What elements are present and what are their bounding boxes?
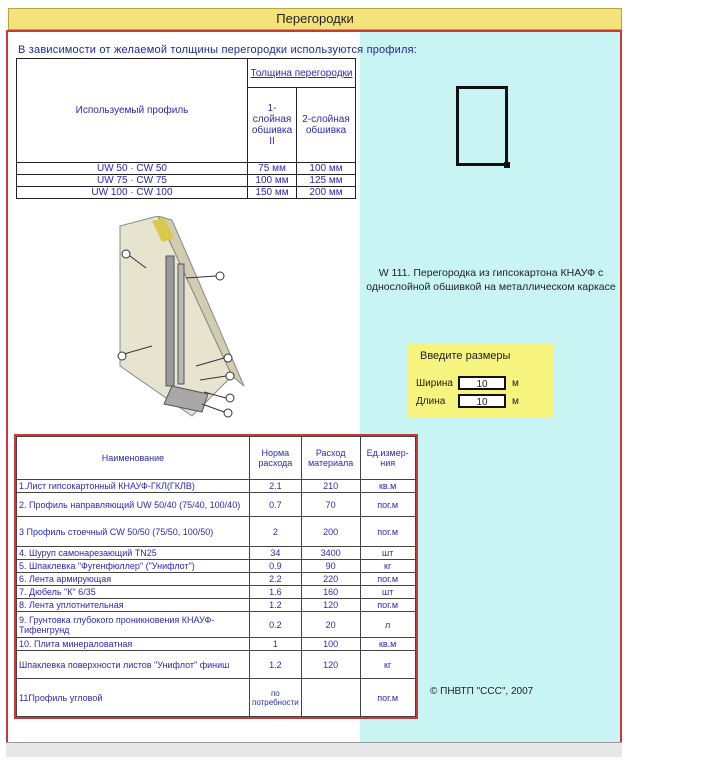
col-name: Наименование	[17, 437, 250, 480]
table-row: 3 Профиль стоечный CW 50/50 (75/50, 100/50) 2 200 пог.м	[17, 517, 416, 547]
profile-header: Используемый профиль	[17, 59, 248, 163]
length-label: Длина	[416, 396, 446, 407]
col-unit: Ед.измер-ния	[360, 437, 415, 480]
width-input[interactable]: 10	[458, 376, 506, 390]
materials-table-frame	[14, 434, 418, 719]
length-input[interactable]: 10	[458, 394, 506, 408]
table-row: UW 100 · CW 100 150 мм 200 мм	[17, 187, 356, 199]
table-row: UW 50 · CW 50 75 мм 100 мм	[17, 163, 356, 175]
length-unit: м	[512, 396, 519, 407]
intro-text: В зависимости от желаемой толщины перегородки используются профиля:	[18, 44, 417, 56]
dimensions-panel	[408, 344, 554, 418]
partition-symbol-icon	[456, 86, 508, 166]
table-row: 9. Грунтовка глубокого проникновения КНАУФ-Тифенгрунд 0.2 20 л	[17, 612, 416, 638]
table-row: 10. Плита минераловатная 1 100 кв.м	[17, 638, 416, 651]
table-row: 7. Дюбель "К" 6/35 1.6 160 шт	[17, 586, 416, 599]
table-row: 11Профиль угловой по потребности пог.м	[17, 679, 416, 717]
table-row: 8. Лента уплотнительная 1.2 120 пог.м	[17, 599, 416, 612]
copyright-text: © ПНВТП "ССС", 2007	[430, 686, 534, 697]
dimensions-title: Введите размеры	[420, 350, 511, 362]
col-amount: Расход материала	[301, 437, 360, 480]
col-norm: Норма расхода	[250, 437, 302, 480]
double-layer-header: 2-слойная обшивка	[297, 88, 356, 163]
table-row: UW 75 · CW 75 100 мм 125 мм	[17, 175, 356, 187]
table-row: 1.Лист гипсокартонный КНАУФ-ГКЛ(ГКЛВ) 2.1 210 кв.м	[17, 480, 416, 493]
thickness-header: Толщина перегородки	[248, 59, 356, 88]
table-row: 5. Шпаклевка "Фугенфюллер" ("Унифлот") 0.9 90 кг	[17, 560, 416, 573]
table-row: 4. Шуруп самонарезающий TN25 34 3400 шт	[17, 547, 416, 560]
profile-table	[16, 58, 356, 199]
single-layer-header: 1-слойная обшивка II	[248, 88, 297, 163]
partition-description: W 111. Перегородка из гипсокартона КНАУФ с однослойной обшивкой на металлическом каркасе	[366, 267, 616, 293]
horizontal-scrollbar[interactable]	[6, 742, 622, 757]
width-unit: м	[512, 378, 519, 389]
sheet-title: Перегородки	[8, 8, 622, 30]
table-row: Шпаклевка поверхности листов "Унифлот" финиш 1.2 120 кг	[17, 651, 416, 679]
table-row: 2. Профиль направляющий UW 50/40 (75/40, 100/40) 0.7 70 пог.м	[17, 493, 416, 517]
width-label: Ширина	[416, 378, 453, 389]
table-row: 6. Лента армирующая 2.2 220 пог.м	[17, 573, 416, 586]
partition-drawing	[112, 216, 252, 426]
materials-table	[16, 436, 416, 717]
